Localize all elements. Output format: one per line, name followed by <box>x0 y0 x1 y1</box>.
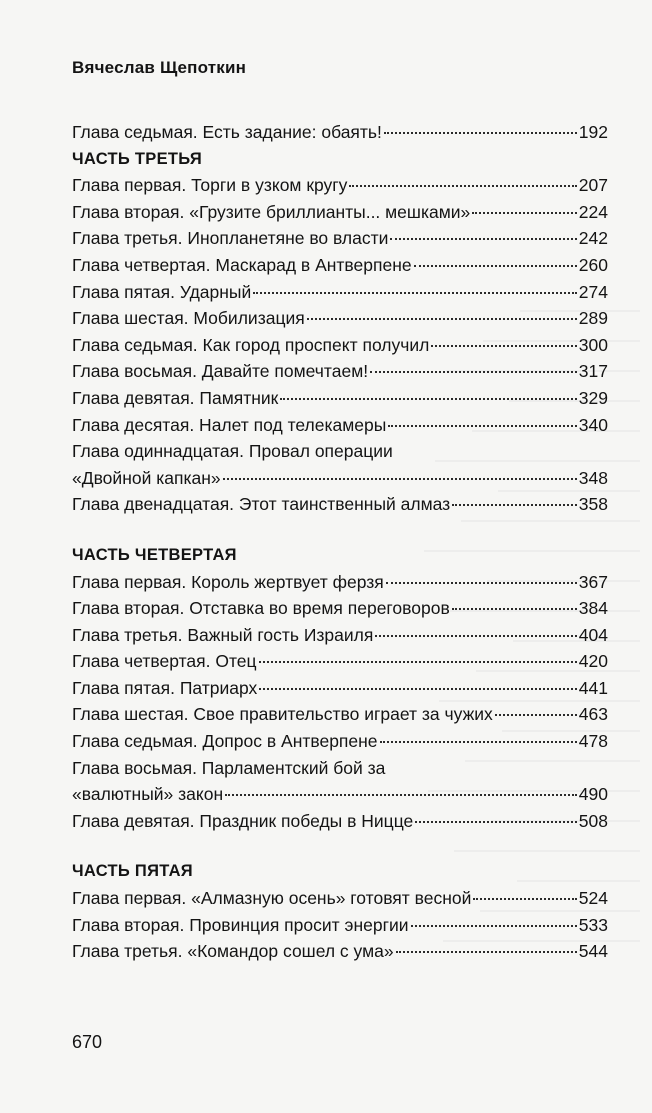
page-reference: 192 <box>578 122 608 142</box>
chapter-title: Глава седьмая. Как город проспект получил <box>72 334 430 355</box>
chapter-title: Глава одиннадцатая. Провал операции <box>72 441 393 462</box>
dot-leader <box>415 821 577 823</box>
dot-leader <box>225 794 577 796</box>
page-reference: 420 <box>578 651 608 672</box>
chapter-title: Глава первая. Торги в узком кругу <box>72 175 348 196</box>
toc-entry <box>72 781 608 808</box>
chapter-title: Глава восьмая. Парламентский бой за <box>72 757 386 778</box>
chapter-title: Глава пятая. Ударный <box>72 281 252 302</box>
chapter-title: Глава пятая. Патриарх <box>72 677 258 698</box>
chapter-title: Глава седьмая. Есть задание: обаять! <box>72 122 382 142</box>
dot-leader <box>349 185 576 187</box>
page-reference: 490 <box>578 784 608 805</box>
page-reference: 274 <box>578 281 608 302</box>
section-spacer <box>72 518 608 542</box>
page-reference: 463 <box>578 704 608 725</box>
chapter-title: Глава девятая. Праздник победы в Ницце <box>72 810 414 831</box>
toc-entry <box>72 332 608 359</box>
toc-entry <box>72 225 608 252</box>
chapter-title: Глава первая. «Алмазную осень» готовят весной <box>72 888 472 909</box>
page-reference: 300 <box>578 334 608 355</box>
toc-entry <box>72 701 608 728</box>
dot-leader <box>384 132 577 134</box>
chapter-title: Глава вторая. Отставка во время переговоров <box>72 598 450 619</box>
section-spacer <box>72 834 608 858</box>
toc-entry <box>72 412 608 439</box>
dot-leader <box>259 688 576 690</box>
chapter-title: Глава четвертая. Отец <box>72 651 257 672</box>
dot-leader <box>307 318 577 320</box>
dot-leader <box>472 212 577 214</box>
toc-entry <box>72 885 608 912</box>
page-reference: 224 <box>578 201 608 222</box>
page-number: 670 <box>72 1032 103 1052</box>
toc-entry <box>72 912 608 939</box>
toc-entry <box>72 438 608 465</box>
page-reference: 358 <box>578 494 608 515</box>
chapter-title: Глава вторая. Провинция просит энергии <box>72 914 409 935</box>
page-reference: 329 <box>578 387 608 408</box>
toc-entry <box>72 465 608 492</box>
dot-leader <box>223 478 577 480</box>
toc-entry <box>72 358 608 385</box>
toc-entry <box>72 199 608 226</box>
page-reference: 260 <box>578 254 608 275</box>
dot-leader <box>390 238 576 240</box>
chapter-title: Глава девятая. Памятник <box>72 387 279 408</box>
page-reference: 478 <box>578 731 608 752</box>
dot-leader <box>259 661 577 663</box>
page-reference: 533 <box>578 914 608 935</box>
toc-entry <box>72 252 608 279</box>
chapter-title: «валютный» закон <box>72 784 224 805</box>
page-reference: 348 <box>578 467 608 488</box>
chapter-title: Глава третья. Инопланетяне во власти <box>72 228 389 249</box>
dot-leader <box>452 504 577 506</box>
page-reference: 384 <box>578 598 608 619</box>
dot-leader <box>396 951 577 953</box>
page-reference: 340 <box>578 414 608 435</box>
toc-entry <box>72 675 608 702</box>
running-header-author: Вячеслав Щепоткин <box>72 58 247 77</box>
chapter-title: Глава десятая. Налет под телекамеры <box>72 414 387 435</box>
chapter-title: Глава двенадцатая. Этот таинственный алмаз <box>72 494 451 515</box>
chapter-title: Глава первая. Король жертвует ферзя <box>72 571 384 592</box>
chapter-title: Глава шестая. Свое правительство играет за чужих <box>72 704 493 725</box>
chapter-title: «Двойной капкан» <box>72 467 221 488</box>
dot-leader <box>375 635 576 637</box>
toc-entry <box>72 728 608 755</box>
dot-leader <box>253 292 577 294</box>
dot-leader <box>414 265 577 267</box>
page-reference: 317 <box>578 361 608 382</box>
dot-leader <box>431 345 576 347</box>
part-heading: ЧАСТЬ ПЯТАЯ <box>72 862 193 881</box>
page-reference: 242 <box>578 228 608 249</box>
part-heading: ЧАСТЬ ТРЕТЬЯ <box>72 149 202 168</box>
page-reference: 441 <box>578 677 608 698</box>
chapter-title: Глава седьмая. Допрос в Антверпене <box>72 731 378 752</box>
dot-leader <box>495 714 577 716</box>
dot-leader <box>388 425 576 427</box>
dot-leader <box>411 925 577 927</box>
toc-entry <box>72 808 608 835</box>
page-reference: 524 <box>578 888 608 909</box>
page-reference: 289 <box>578 308 608 329</box>
toc-entry <box>72 648 608 675</box>
chapter-title: Глава вторая. «Грузите бриллианты... мешками» <box>72 201 471 222</box>
dot-leader <box>280 398 576 400</box>
page-reference: 544 <box>578 941 608 962</box>
table-of-contents <box>72 119 608 965</box>
dot-leader <box>370 371 577 373</box>
chapter-title: Глава восьмая. Давайте помечтаем! <box>72 361 369 382</box>
page-reference: 367 <box>578 571 608 592</box>
toc-entry <box>72 385 608 412</box>
chapter-title: Глава шестая. Мобилизация <box>72 308 305 329</box>
toc-entry <box>72 305 608 332</box>
page-reference: 508 <box>578 810 608 831</box>
dot-leader <box>386 582 577 584</box>
chapter-title: Глава третья. «Командор сошел с ума» <box>72 941 394 962</box>
dot-leader <box>380 741 577 743</box>
part-heading: ЧАСТЬ ЧЕТВЕРТАЯ <box>72 545 237 564</box>
toc-entry <box>72 279 608 306</box>
toc-entry <box>72 622 608 649</box>
dot-leader <box>452 608 577 610</box>
chapter-title: Глава четвертая. Маскарад в Антверпене <box>72 254 412 275</box>
chapter-title: Глава третья. Важный гость Израиля <box>72 624 374 645</box>
toc-entry <box>72 119 608 146</box>
toc-entry <box>72 491 608 518</box>
toc-entry <box>72 172 608 199</box>
toc-entry <box>72 569 608 596</box>
toc-entry <box>72 755 608 782</box>
toc-entry <box>72 595 608 622</box>
dot-leader <box>473 898 576 900</box>
page-reference: 207 <box>578 175 608 196</box>
toc-entry <box>72 938 608 965</box>
page-reference: 404 <box>578 624 608 645</box>
